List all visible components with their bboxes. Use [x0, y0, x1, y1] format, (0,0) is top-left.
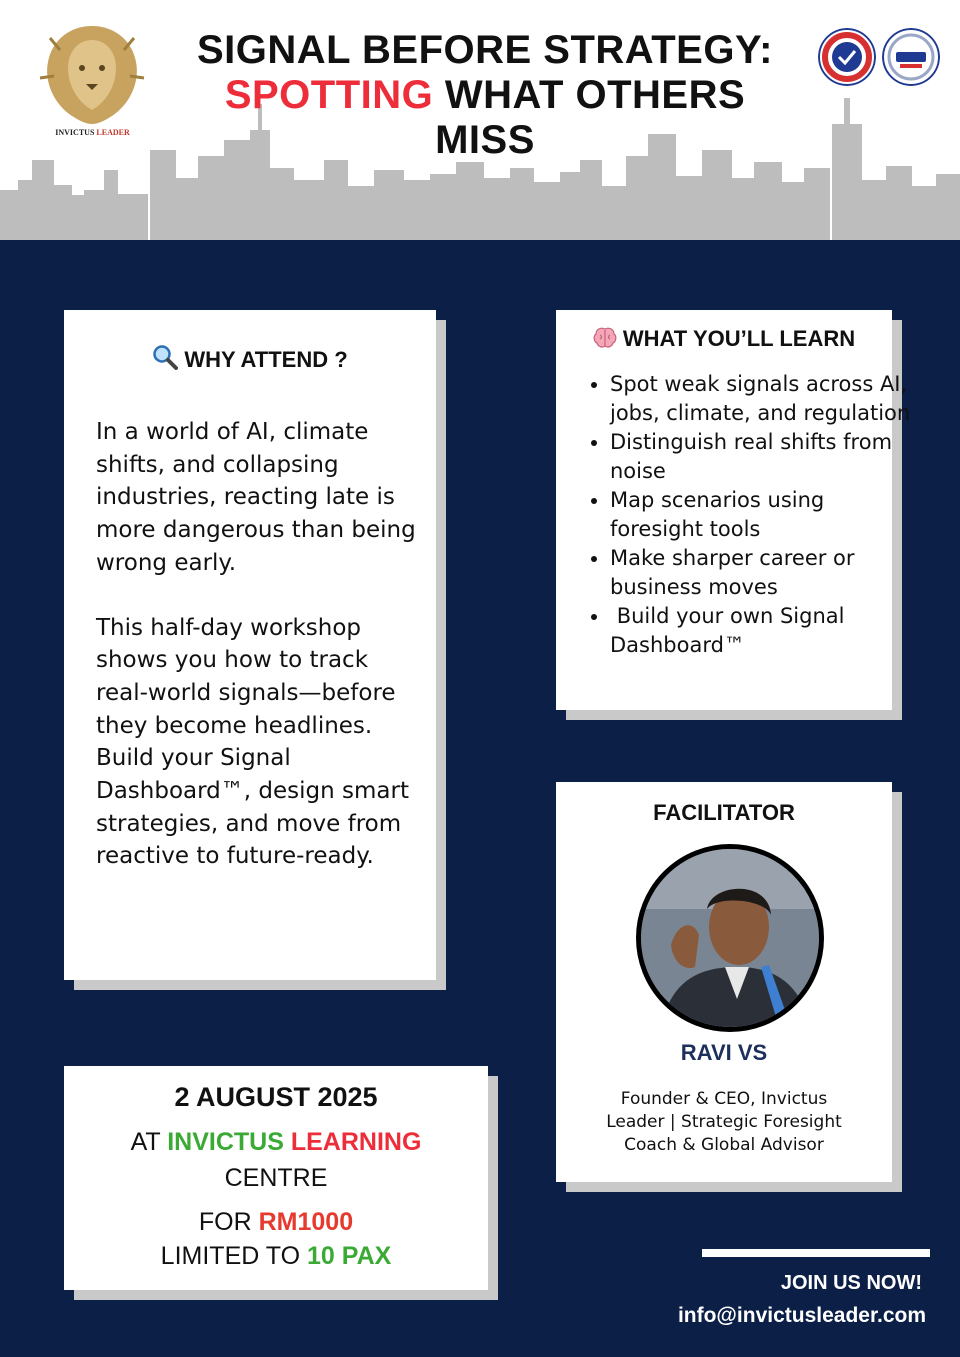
lion-head-icon	[30, 20, 155, 128]
page-title	[160, 28, 810, 163]
what-you-learn-heading: WHAT YOU’LL LEARN	[556, 326, 892, 355]
event-price: RM1000	[258, 1208, 354, 1236]
contact-email[interactable]: info@invictusleader.com	[677, 1304, 926, 1327]
divider	[702, 1249, 930, 1257]
facilitator-photo	[636, 844, 824, 1032]
list-item: • Spot weak signals across AI, jobs, climate, and regulation	[610, 370, 920, 428]
list-item: • Build your own Signal Dashboard™	[610, 602, 920, 660]
why-attend-paragraph-3: Build your Signal Dashboard™, design smart strategies, and move from reactive to future-ready.	[96, 745, 409, 870]
brain-icon	[593, 327, 617, 355]
join-us-cta: JOIN US NOW!	[780, 1272, 922, 1294]
event-venue-line: AT INVICTUS LEARNING	[130, 1128, 422, 1156]
header	[0, 0, 960, 240]
why-attend-paragraph-1: In a world of AI, climate shifts, and collapsing industries, reacting late is more dangerous than being wrong early.	[96, 419, 416, 576]
title-line-1: SIGNAL BEFORE STRATEGY:	[197, 28, 773, 72]
title-line-2: SPOTTING WHAT OTHERS	[224, 73, 746, 117]
learn-list	[578, 370, 920, 660]
venue-highlight-red: LEARNING	[283, 1128, 422, 1156]
event-date: 2 AUGUST 2025	[174, 1082, 378, 1112]
event-details-card	[64, 1066, 488, 1290]
event-price-line: FOR RM1000	[198, 1208, 354, 1236]
what-you-learn-card	[556, 310, 911, 710]
facilitator-card	[556, 782, 892, 1182]
invictus-leader-logo	[30, 20, 155, 150]
facilitator-name: RAVI VS	[680, 1040, 768, 1065]
list-item: • Distinguish real shifts from noise	[610, 428, 920, 486]
list-item: • Map scenarios using foresight tools	[610, 486, 920, 544]
event-venue-centre: CENTRE	[224, 1164, 328, 1192]
venue-highlight-green: INVICTUS	[167, 1128, 284, 1156]
why-attend-paragraph-2: This half-day workshop shows you how to track real-world signals—before they become headlines.	[96, 614, 396, 739]
why-attend-heading: WHY ATTEND ?	[64, 344, 436, 376]
title-highlight: SPOTTING	[224, 73, 434, 117]
why-attend-card	[64, 310, 436, 980]
title-line-3: MISS	[435, 118, 535, 162]
why-attend-body	[96, 416, 426, 873]
hrdcorp-registered-training-provider-badge	[818, 28, 876, 86]
list-item: • Make sharper career or business moves	[610, 544, 920, 602]
event-limit-line: LIMITED TO 10 PAX	[160, 1242, 392, 1270]
facilitator-heading: FACILITATOR	[653, 800, 795, 825]
hrdcorp-claimable-badge	[882, 28, 940, 86]
magnifier-icon	[152, 344, 178, 376]
logo-wordmark: INVICTUS LEADER	[55, 128, 130, 137]
facilitator-role: Founder & CEO, Invictus Leader | Strategic Foresight Coach & Global Advisor	[606, 1089, 842, 1155]
event-limit: 10 PAX	[307, 1242, 392, 1270]
